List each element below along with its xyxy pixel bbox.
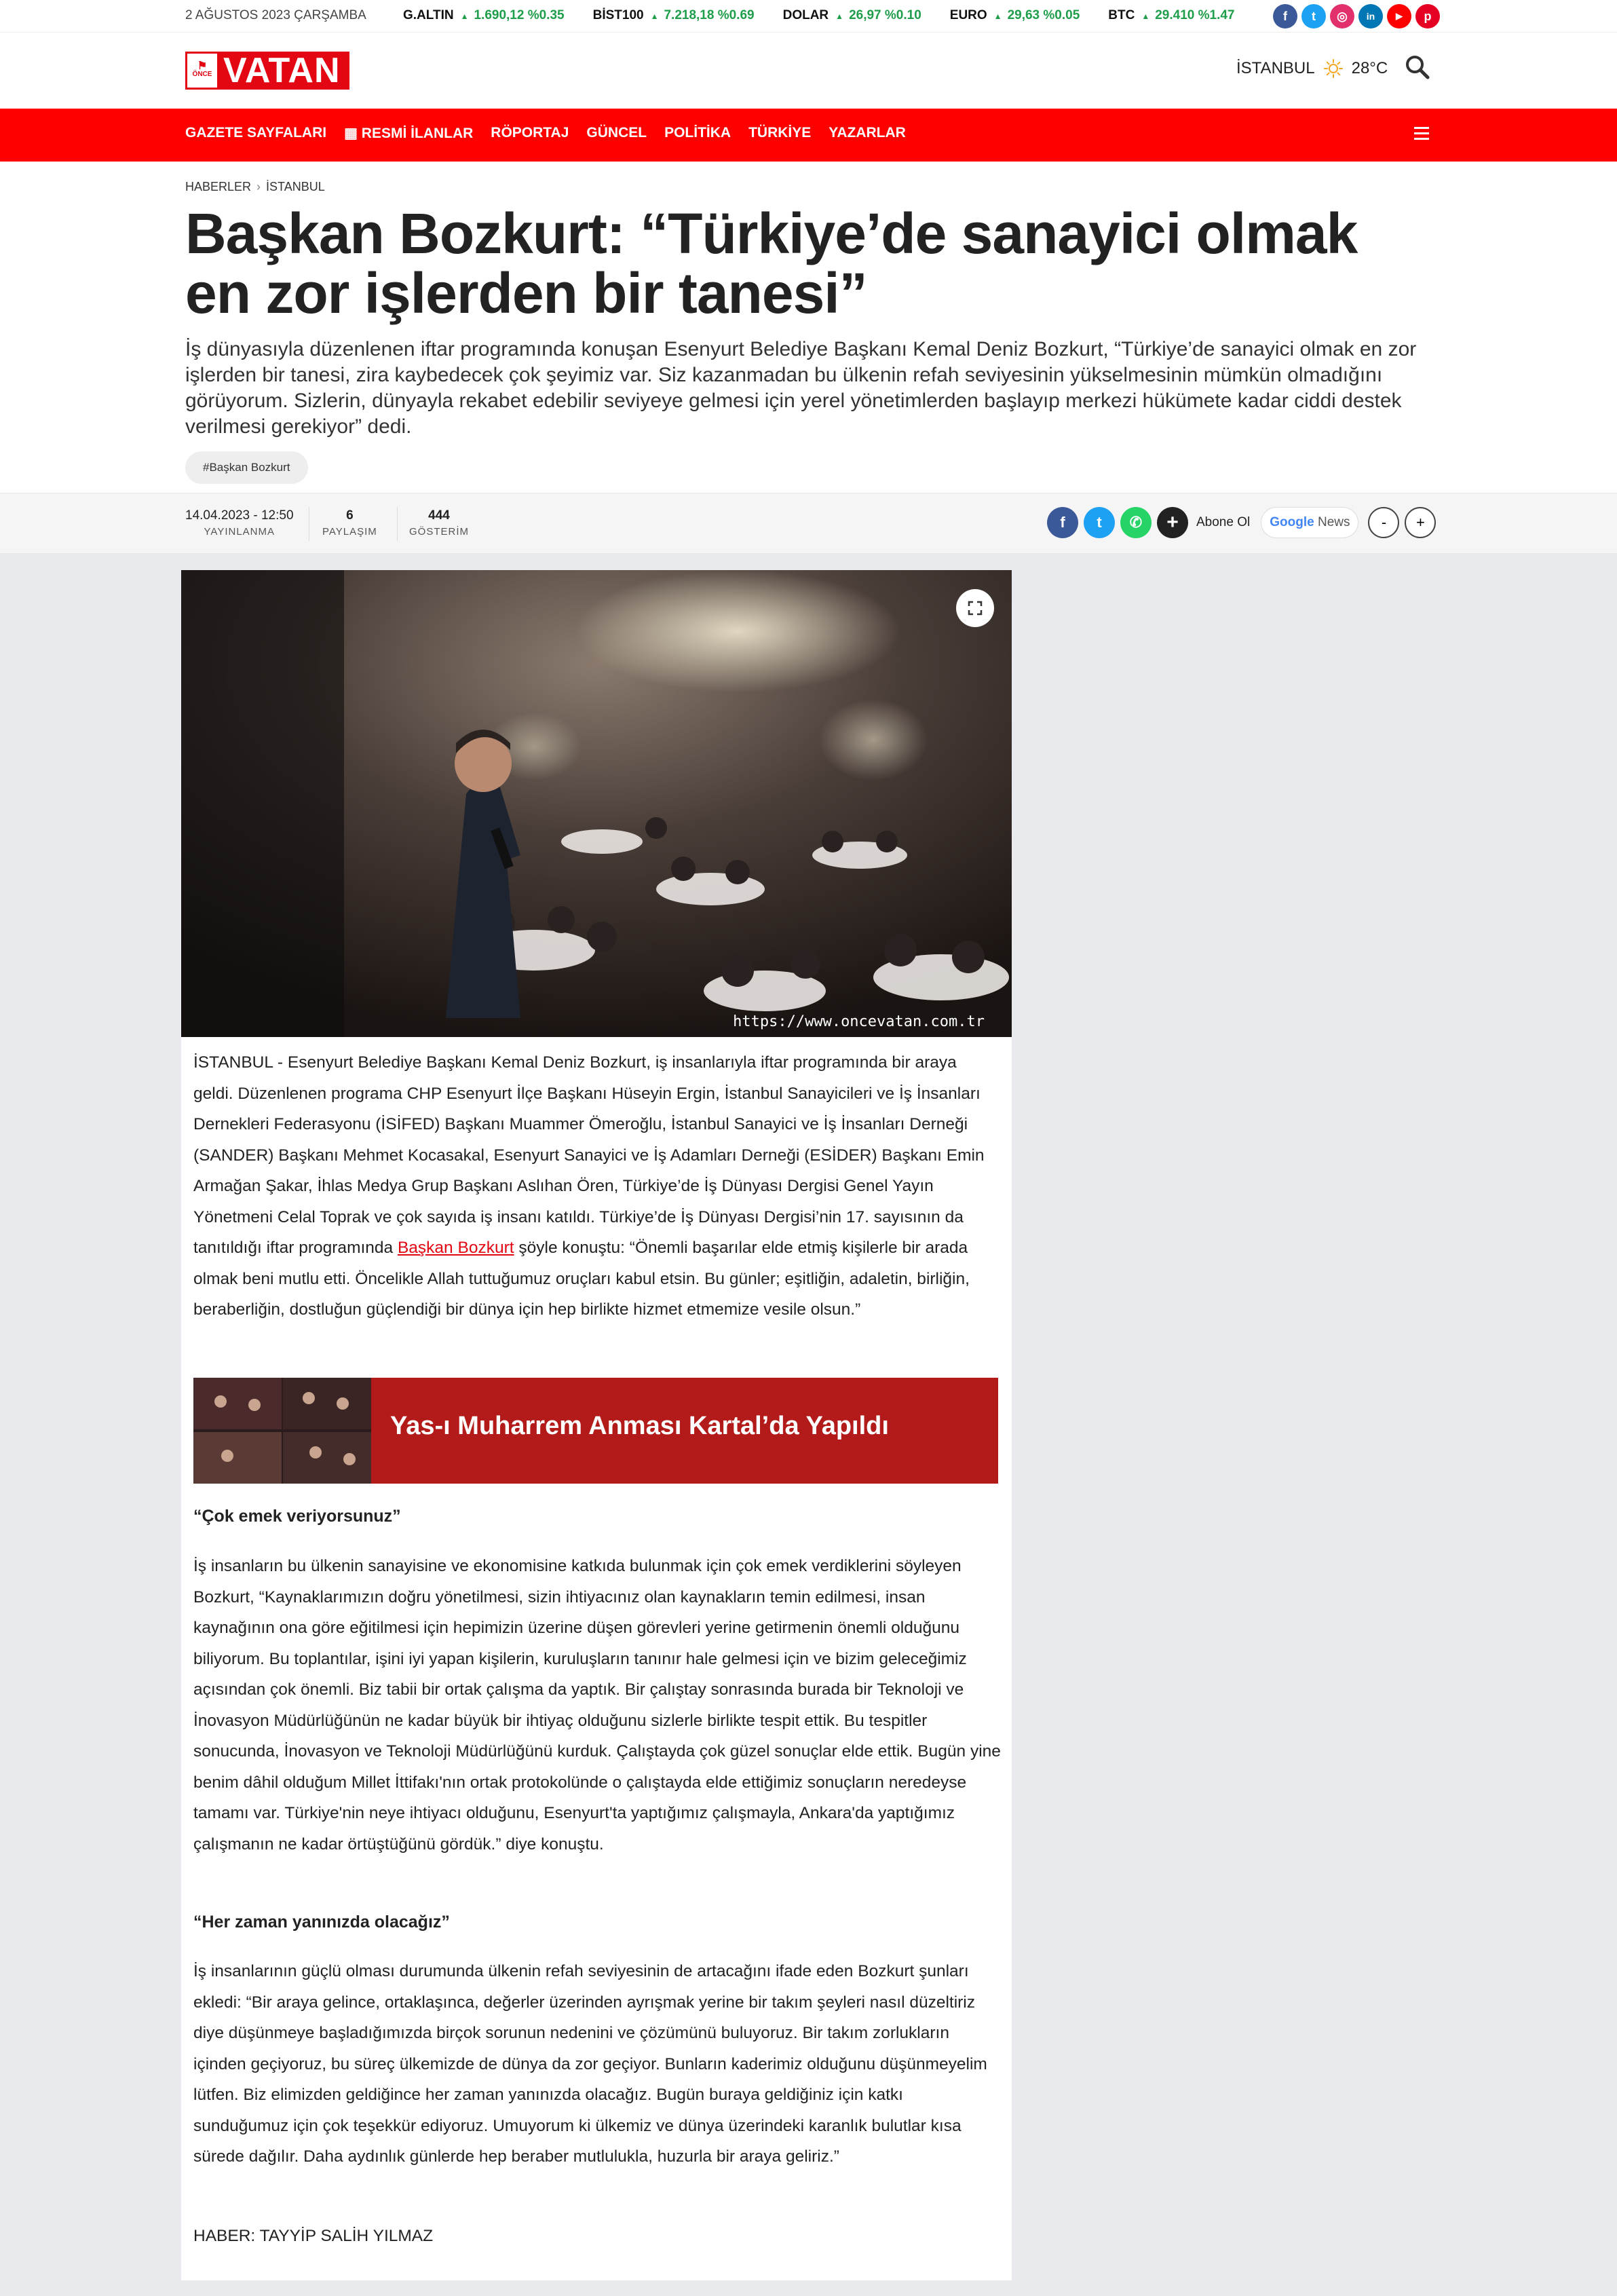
nav-item-newspaper-pages[interactable]: GAZETE SAYFALARI: [185, 125, 327, 140]
nav-item-interview[interactable]: RÖPORTAJ: [491, 125, 569, 140]
facebook-icon[interactable]: f: [1273, 4, 1297, 29]
related-news-card[interactable]: [193, 1378, 998, 1484]
current-date: 2 AĞUSTOS 2023 ÇARŞAMBA: [185, 8, 366, 22]
ticker-item-dollar[interactable]: [783, 8, 921, 23]
subheading-1: “Çok emek veriyorsunuz”: [193, 1507, 401, 1526]
ticker-label: DOLAR: [782, 8, 829, 22]
ticker-value: 29,63 %0.05: [1007, 8, 1080, 22]
ticker-label: EURO: [949, 8, 987, 22]
article-paragraph-1: İSTANBUL - Esenyurt Belediye Başkanı Kemal Deniz Bozkurt, iş insanlarıyla iftar programında bir araya geldi. Düzenlenen programa CHP Esenyurt İlçe Başkanı Hüseyin Ergin, İstanbul Sanayicileri ve İş İnsanları Dernekleri Federasyonu (İSİFED) Başkanı Muammer Ömeroğlu, İstanbul Sanayici ve İş İnsanları Derneği (SANDER) Başkanı Mehmet Kocasakal, Esenyurt Sanayici ve İş Adamları Derneği (ESİDER) Başkanı Emin Armağan Şakar, İhlas Medya Grup Başkanı Aslıhan Ören, Türkiye’de İş Dünyası Dergisi Genel Yayın Yönetmeni Celal Toprak ve çok sayıda iş insanı katıldı. Türkiye’de İş Dünyası Dergisi’nin 17. sayısının da tanıtıldığı iftar programında Başkan Bozkurt şöyle konuştu: “Önemli başarılar elde etmiş kişilerle bir arada olmak beni mutlu etti. Öncelikle Allah tuttuğumuz oruçları kabul etsin. Bu günler; eşitliğin, adaletin, birliğin, beraberliğin, dostluğun güçlendiği bir dünya için hep birlikte hizmet etmemize vesile olsun.”: [193, 1053, 985, 1319]
photo-watermark: https://www.oncevatan.com.tr: [733, 1013, 985, 1030]
font-increase-button[interactable]: +: [1405, 507, 1436, 538]
ticker-value: 29.410 %1.47: [1155, 8, 1235, 22]
article-photo[interactable]: [181, 570, 1012, 1037]
up-arrow-icon: ▲: [1141, 12, 1150, 21]
sun-icon: [1323, 58, 1344, 79]
youtube-icon[interactable]: ▶: [1387, 4, 1411, 29]
font-decrease-button[interactable]: -: [1368, 507, 1399, 538]
logo-text: VATAN: [223, 51, 341, 90]
breadcrumb-istanbul[interactable]: İSTANBUL: [266, 180, 325, 193]
site-header: [0, 33, 1617, 109]
pinterest-icon[interactable]: p: [1415, 4, 1440, 29]
up-arrow-icon: ▲: [993, 12, 1002, 21]
twitter-icon[interactable]: t: [1301, 4, 1326, 29]
subscribe-label[interactable]: Abone Ol: [1196, 515, 1251, 529]
weather-city: İSTANBUL: [1236, 59, 1315, 77]
share-facebook-icon[interactable]: f: [1047, 507, 1078, 538]
expand-icon[interactable]: [956, 589, 994, 627]
weather-widget: [1236, 58, 1388, 79]
social-links: [1273, 4, 1440, 29]
market-ticker: [403, 8, 1234, 23]
calendar-icon: ▦: [344, 126, 362, 141]
ticker-item-euro[interactable]: [950, 8, 1080, 23]
ticker-label: BİST100: [592, 8, 644, 22]
weather-temperature: 28°C: [1351, 59, 1388, 77]
nav-item-current[interactable]: GÜNCEL: [586, 125, 647, 140]
share-count: 6 PAYLAŞIM: [322, 508, 377, 538]
article-paragraph-3: İş insanlarının güçlü olması durumunda ülkenin refah seviyesinin de artacağını ifade eden Bozkurt şunları ekledi: “Bir araya gelince, ortaklaşınca, değerler üzerinden ayrışmak yerine bir takım şeyleri nasıl düzeltiriz diye düşünmeye başladığımızda birçok sorunun nedenini ve çözümünü buluyoruz. Bir takım zorlukların içinden geçiyoruz, bu süreç ülkemizde de dünya da zor geçiyor. Bunların kaderimiz olduğunu düşünmeyelim lütfen. Biz elimizden geldiğince her zaman yanınızda olacağız. Bugün buraya geldiğiniz için katkı sunduğumuz için çok teşekkür ediyoruz. Umuyorum ki ülkemiz ve dünya üzerindeki karanlık bulutlar kısa sürede dağılır. Daha aydınlık günlerde hep beraber mutlulukla, huzurla bir araya geliriz.”: [193, 1962, 987, 2166]
article-title: Başkan Bozkurt: “Türkiye’de sanayici olmak en zor işlerden bir tanesi”: [185, 202, 1358, 325]
up-arrow-icon: ▲: [460, 12, 469, 21]
instagram-icon[interactable]: ◎: [1330, 4, 1354, 29]
baskan-bozkurt-link[interactable]: Başkan Bozkurt: [397, 1239, 514, 1257]
nav-item-turkey[interactable]: TÜRKİYE: [748, 125, 812, 140]
article-summary: İş dünyasıyla düzenlenen iftar programında konuşan Esenyurt Belediye Başkanı Kemal Deniz Bozkurt, “Türkiye’de sanayici olmak en zor işlerden bir tanesi, zira kaybedecek çok şeyimiz var. Siz kazanmadan bu ülkenin refah seviyesinin yükselmesinin mümkün olmadığını görüyorum. Sizlerin, dünyayla rekabet edebilir seviyeye gelmesi için yerel yönetimlerden başlayıp merkezi hükümete kadar ciddi destek verilmesi gerekiyor” dedi.: [185, 338, 1417, 438]
chevron-right-icon: ›: [256, 180, 261, 193]
article-meta-bar: [0, 493, 1617, 554]
subheading-2: “Her zaman yanınızda olacağız”: [193, 1913, 450, 1932]
ticker-value: 26,97 %0.10: [849, 8, 921, 22]
google-news-button[interactable]: Google News: [1261, 507, 1358, 538]
ticker-item-btc[interactable]: [1108, 8, 1234, 23]
share-twitter-icon[interactable]: t: [1084, 507, 1115, 538]
market-ticker-bar: [0, 0, 1617, 33]
logo-badge: ⚑ ÖNCE: [185, 52, 219, 90]
ticker-label: BTC: [1108, 8, 1135, 22]
main-nav: [0, 109, 1617, 162]
related-news-thumbnail: [193, 1378, 371, 1484]
ticker-item-gold[interactable]: [403, 8, 565, 23]
share-whatsapp-icon[interactable]: ✆: [1120, 507, 1152, 538]
breadcrumb-news[interactable]: HABERLER: [185, 180, 252, 193]
search-icon[interactable]: [1405, 54, 1430, 80]
site-logo[interactable]: [185, 52, 349, 90]
publish-date: 14.04.2023 - 12:50 YAYINLANMA: [185, 508, 294, 538]
article-paragraph-2: İş insanların bu ülkenin sanayisine ve ekonomisine katkıda bulunmak için çok emek verdiklerini söyleyen Bozkurt, “Kaynaklarımızın doğru yönetilmesi, sizin ihtiyacınız olan kaynakların temin edilmesi, insan kaynağının ona göre eğitilmesi için hepimizin üzerine düşen görevleri yerine getirmenin önemli olduğunu biliyorum. Bu toplantılar, işini iyi yapan kişilerin, kuruluşların tanınır hale gelmesi için ve bizim geleceğimiz açısından çok önemli. Biz tabii bir ortak çalışma da yaptık. Bir çalıştay sonrasında burada bir Teknoloji ve İnovasyon Müdürlüğünün ne kadar büyük bir ihtiyaç olduğunu sizlerle birlikte tespit ettik. Bu tespitler sonucunda, İnovasyon ve Teknoloji Müdürlüğünü kurduk. Çalıştayda çok güzel sonuçlar elde ettik. Bugün yine benim dâhil olduğum Millet İttifakı'nın ortak protokolünde o çalıştayda elde ettiğimiz sonuçların neredeyse tamamı var. Türkiye'nin neye ihtiyacı olduğunu, Esenyurt'ta yaptığımız çalışmayla, Ankara'da yaptığımız çalışmanın ne kadar örtüştüğünü gördük.” diye konuştu.: [193, 1557, 1001, 1853]
nav-item-official-ads[interactable]: ▦ RESMİ İLANLAR: [344, 126, 474, 141]
google-news-logo: Google: [1270, 515, 1314, 529]
nav-item-politics[interactable]: POLİTİKA: [664, 125, 731, 140]
event-photo-image: [181, 570, 1012, 1037]
up-arrow-icon: ▲: [835, 12, 844, 21]
share-tools: [1047, 507, 1436, 538]
hamburger-menu-icon[interactable]: [1414, 127, 1429, 140]
article-tag[interactable]: #Başkan Bozkurt: [185, 451, 308, 484]
ticker-label: G.ALTIN: [403, 8, 454, 22]
article-byline: HABER: TAYYİP SALİH YILMAZ: [193, 2227, 434, 2245]
ticker-item-bist[interactable]: [593, 8, 755, 23]
ticker-value: 1.690,12 %0.35: [474, 8, 565, 22]
view-count: 444 GÖSTERİM: [409, 508, 470, 538]
subscribe-plus-icon[interactable]: +: [1157, 507, 1188, 538]
nav-item-authors[interactable]: YAZARLAR: [829, 125, 906, 140]
breadcrumb: [185, 180, 325, 194]
ticker-value: 7.218,18 %0.69: [664, 8, 755, 22]
linkedin-icon[interactable]: in: [1358, 4, 1383, 29]
related-news-title: Yas-ı Muharrem Anması Kartal’da Yapıldı: [390, 1412, 889, 1440]
up-arrow-icon: ▲: [650, 12, 659, 21]
